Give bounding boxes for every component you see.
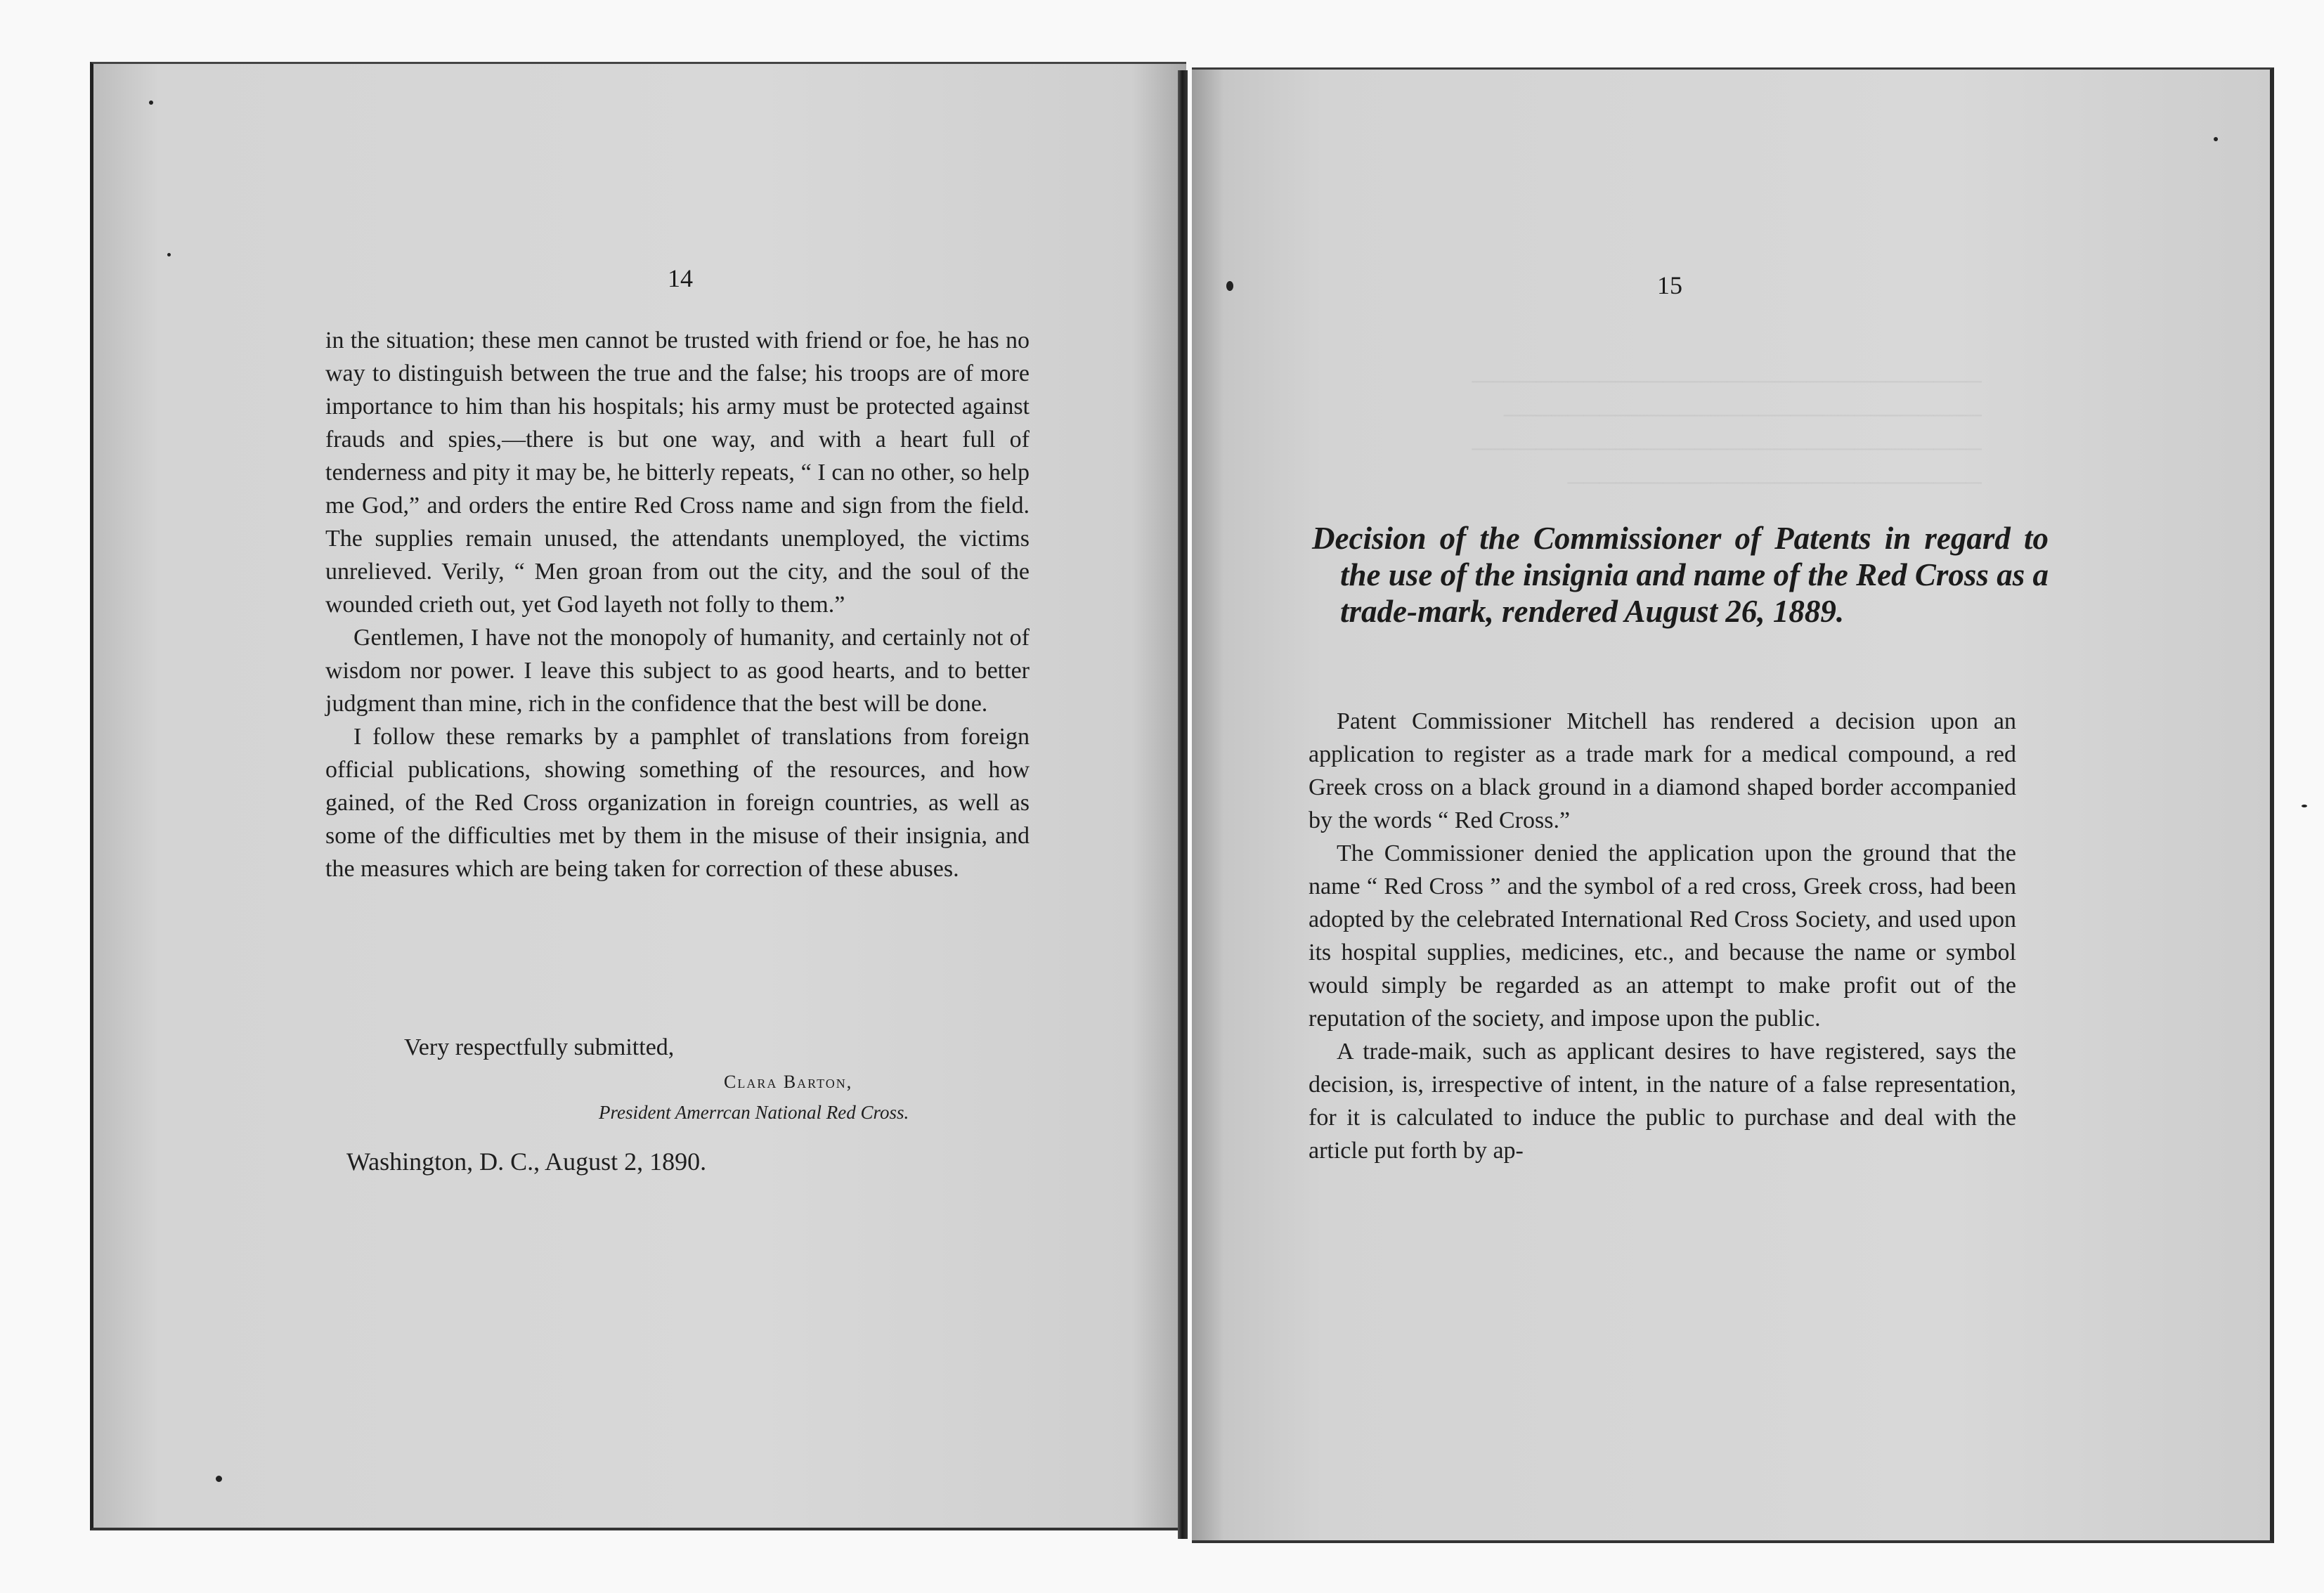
book-spine bbox=[1178, 70, 1188, 1539]
scan-speck bbox=[1226, 281, 1233, 291]
paragraph: Patent Commissioner Mitchell has rendered a decision upon an application to register as a trade mark for a medical compound, a red Greek cross on a black ground in a diamond shaped border accompanied by the words “ Red Cross.” bbox=[1309, 708, 2016, 833]
section-heading: Decision of the Commissioner of Patents in regard to the use of the insignia and name of the Red Cross as a trade-mark, rendered August 26, 1889. bbox=[1312, 521, 2049, 629]
paragraph: I follow these remarks by a pamphlet of translations from foreign official publications, showing something of the resources, and how gained, of the Red Cross organization in foreign countries, as well as some of the difficulties met by them in the misuse of their insignia, and the measures which are being taken for correction of these abuses. bbox=[325, 724, 1030, 882]
paragraph: A trade-maik, such as applicant desires to have registered, says the decision, is, irrespective of intent, in the nature of a false representation, for it is calculated to induce the public to purchase and deal with the article put forth by ap- bbox=[1309, 1039, 2016, 1164]
closing-line: Very respectfully submitted, bbox=[404, 1034, 675, 1060]
scan-speck bbox=[2302, 805, 2307, 807]
scan-speck bbox=[167, 253, 171, 256]
right-page-body bbox=[1309, 705, 2016, 1167]
scan-speck bbox=[216, 1476, 222, 1482]
page-number: 14 bbox=[668, 264, 693, 292]
signature-name: Clara Barton, bbox=[724, 1072, 853, 1092]
paragraph: Gentlemen, I have not the monopoly of humanity, and certainly not of wisdom nor power. I leave this subject to as good hearts, and to better judgment than mine, rich in the confidence that the best will be done. bbox=[325, 625, 1030, 717]
dateline: Washington, D. C., August 2, 1890. bbox=[346, 1147, 707, 1176]
paragraph: The Commissioner denied the application upon the ground that the name “ Red Cross ” and the symbol of a red cross, Greek cross, had been adopted by the celebrated International Red Cross Society, and used upon its hospital supplies, medicines, etc., and because the name or symbol would simply be regarded as an attempt to make profit out of the reputation of the society, and impose upon the public. bbox=[1309, 840, 2016, 1032]
signature-title: President Amerrcan National Red Cross. bbox=[599, 1102, 909, 1123]
bleed-through-text: ──────────────────────────────── ────────────────────────────── ──────────────────────────────── ────────────────────────── bbox=[1472, 368, 1982, 495]
page-number: 15 bbox=[1657, 271, 1682, 299]
scan-speck bbox=[149, 100, 153, 105]
paragraph: in the situation; these men cannot be trusted with friend or foe, he has no way to distinguish between the true and the false; his troops are of more importance to him than his hospitals; his army must be protected against frauds and spies,—there is but one way, and with a heart full of tenderness and pity it may be, he bitterly repeats, “ I can no other, so help me God,” and orders the entire Red Cross name and sign from the field. The supplies remain unused, the attendants unemployed, the victims unrelieved. Verily, “ Men groan from out the city, and the soul of the wounded crieth out, yet God layeth not folly to them.” bbox=[325, 327, 1030, 618]
left-page-body bbox=[325, 324, 1030, 885]
scan-speck bbox=[2214, 137, 2218, 141]
